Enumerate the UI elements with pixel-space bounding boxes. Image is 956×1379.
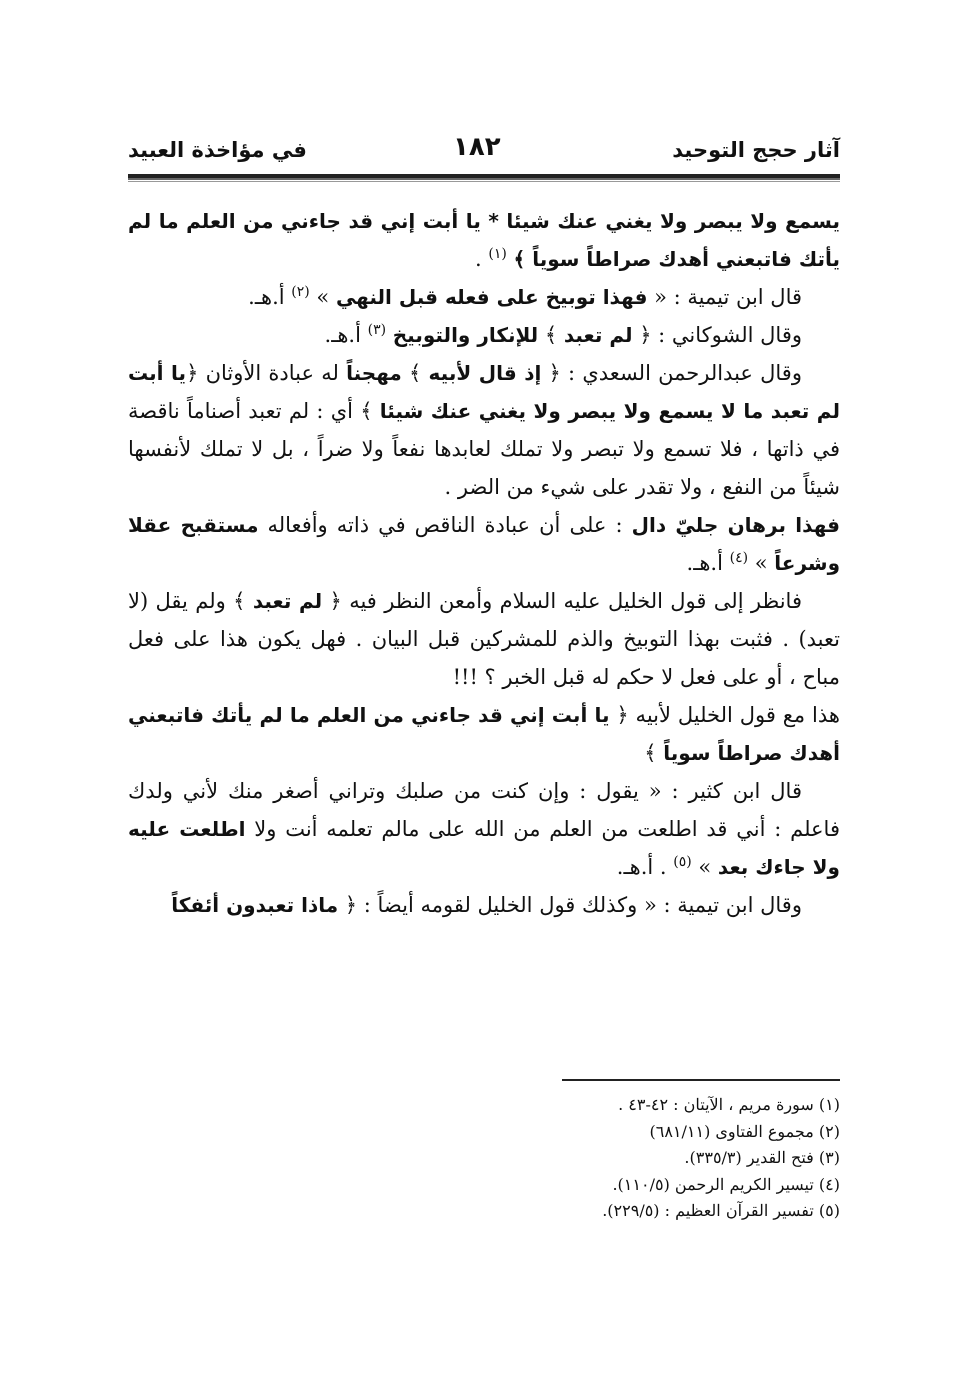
text: أ.هـ. xyxy=(324,323,368,347)
paragraph-8 xyxy=(128,772,840,886)
footnote-1: (١) سورة مريم ، الآيتان : ٤٢-٤٣ . xyxy=(618,1095,840,1114)
text: وقال عبدالرحمن السعدي : ﴿ xyxy=(541,361,802,385)
footnote-ref-5: (٥) xyxy=(673,854,692,870)
text: ﴾ xyxy=(401,361,429,385)
footnotes xyxy=(340,1092,840,1225)
quran-verse: لم تعبد xyxy=(252,589,323,613)
paragraph-9 xyxy=(128,886,840,924)
text: له عبادة الأوثان ﴿ xyxy=(186,361,347,385)
paragraph-7 xyxy=(128,696,840,772)
text: ﴾ ولم يقل (لا تعبد) . فثبت بهذا التوبيخ والذم للمشركين قبل البيان . فهل يكون هذا على فعل مباح ، أو على فعل لا حكم له قبل الخبر ؟ !!! xyxy=(128,589,840,689)
header-chapter-title: في مؤاخذة العبيد xyxy=(128,138,307,162)
quran-verse: لم تعبد xyxy=(563,323,633,347)
text: » xyxy=(309,285,336,309)
text: أ.هـ. xyxy=(248,285,292,309)
header-rule xyxy=(128,174,840,180)
header-book-title: آثار حجج التوحيد xyxy=(672,138,840,162)
quote-bold: فهذا توبيخ على فعله قبل النهي xyxy=(335,285,648,309)
text: وقال ابن تيمية : « وكذلك قول الخليل لقومه أيضاً : ﴿ xyxy=(338,893,802,917)
text: وقال الشوكاني : ﴿ xyxy=(632,323,802,347)
paragraph-6 xyxy=(128,582,840,696)
paragraph-4 xyxy=(128,354,840,506)
quote-bold: اطلعت عليه ولا جاءك بعد xyxy=(128,817,840,879)
text: أ.هـ. xyxy=(686,551,730,575)
footnote-4: (٤) تيسير الكريم الرحمن (١١٠/٥). xyxy=(612,1174,840,1194)
text: ﴾ xyxy=(644,741,664,765)
text: » xyxy=(691,855,718,879)
text: ﴾ أي : لم تعبد أصناماً ناقصة في ذاتها ، فلا تسمع ولا تبصر ولا تملك لعابدها نفعاً ولا ضراً ، بل لا تملك لأنفسها شيئاً من النفع ، ولا تقدر على شيء من الضر . xyxy=(128,399,840,499)
text: هذا مع قول الخليل لأبيه ﴿ xyxy=(609,703,840,727)
footnote-2: (٢) مجموع الفتاوى (٦٨١/١١) xyxy=(649,1121,840,1141)
quran-verse: يسمع ولا يبصر ولا يغني عنك شيئا * يا أبت إني قد جاءني من العلم ما لم يأتك فاتبعني أهدك صراطاً سوياً ﴾ xyxy=(128,209,840,271)
quran-verse: ماذا تعبدون أئفكاً xyxy=(171,893,339,917)
page-number: ١٨٢ xyxy=(453,132,501,162)
quran-verse: يا أبت لم تعبد ما لا يسمع ولا يبصر ولا يغني عنك شيئا xyxy=(128,361,841,423)
footnote-ref-1: (١) xyxy=(488,246,507,262)
header-rule-thin xyxy=(128,181,840,182)
quote-bold: فهذا برهان جليّ دال xyxy=(631,513,841,537)
text: فانظر إلى قول الخليل عليه السلام وأمعن النظر فيه ﴿ xyxy=(322,589,802,613)
footnote-ref-3: (٣) xyxy=(367,322,387,338)
quote-bold: مستقبح عقلا وشرعاً xyxy=(128,513,840,575)
footnote-ref-2: (٢) xyxy=(291,284,310,300)
quote-bold: مهجناً xyxy=(346,361,402,385)
paragraph-1 xyxy=(128,202,840,278)
text: ﴾ xyxy=(538,323,564,347)
quote-bold: للإنكار والتوبيخ xyxy=(392,323,539,347)
text: قال ابن كثير : « يقول : وإن كنت من صلبك وتراني أصغر منك لأني ولدك فاعلم : أني قد اطلعت من العلم من الله على مالم تعلمه أنت ولا xyxy=(128,779,840,841)
footnote-3: (٣) فتح القدير (٣٣٥/٣). xyxy=(684,1148,840,1167)
footnote-ref-4: (٤) xyxy=(729,550,749,566)
quran-verse: إذ قال لأبيه xyxy=(428,361,542,385)
text: قال ابن تيمية : « xyxy=(647,285,802,309)
paragraph-5 xyxy=(128,506,840,582)
text: : على أن عبادة الناقص في ذاته وأفعاله xyxy=(258,513,632,537)
text: . أ.هـ. xyxy=(616,855,674,879)
text: » xyxy=(748,551,775,575)
paragraph-2 xyxy=(128,278,840,316)
running-header xyxy=(128,132,840,172)
paragraph-3 xyxy=(128,316,840,354)
footnote-rule xyxy=(562,1079,840,1081)
quran-verse: يا أبت إني قد جاءني من العلم ما لم يأتك فاتبعني أهدك صراطاً سوياً xyxy=(128,703,840,765)
main-text xyxy=(128,202,840,924)
footnote-5: (٥) تفسير القرآن العظيم : (٢٢٩/٥). xyxy=(602,1201,840,1220)
punctuation: . xyxy=(475,247,489,271)
